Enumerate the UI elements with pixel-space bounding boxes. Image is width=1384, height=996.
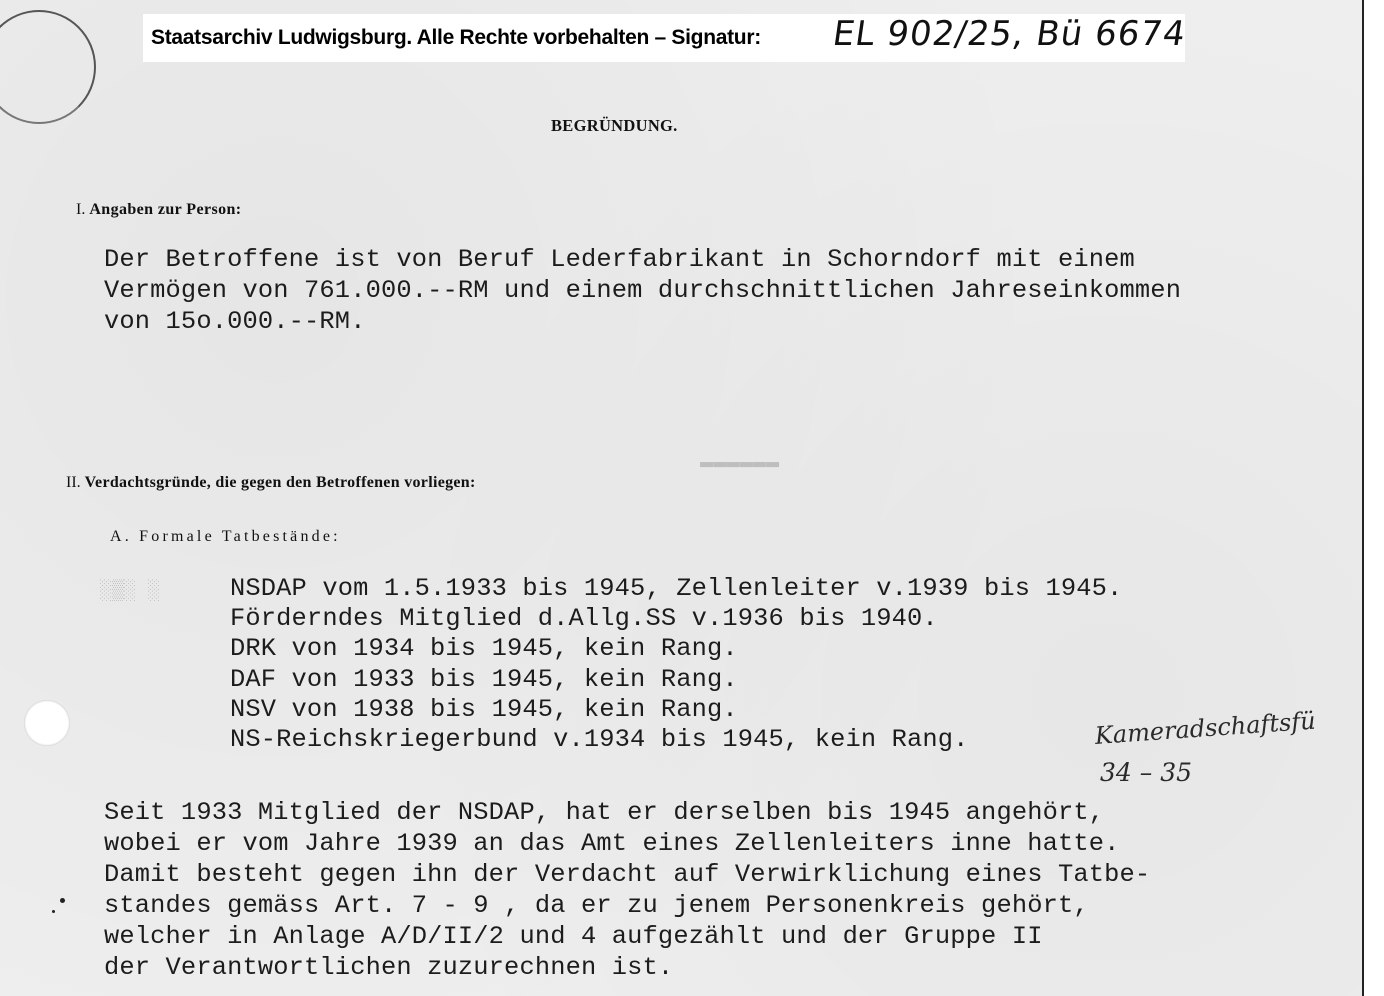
section-2-number: II.: [66, 474, 81, 491]
list-item: Förderndes Mitglied d.Allg.SS v.1936 bis 1940.: [230, 604, 938, 634]
section-1-text: [104, 244, 1181, 337]
text-line: von 15o.000.--RM.: [104, 307, 366, 336]
text-line: standes gemäss Art. 7 - 9 , da er zu jenem Personenkreis gehört,: [104, 891, 1089, 920]
list-item: NS-Reichskriegerbund v.1934 bis 1945, kein Rang.: [230, 725, 969, 755]
faint-bleedthrough: ▬▬▬▬▬▬: [700, 450, 780, 475]
text-line: Der Betroffene ist von Beruf Lederfabrikant in Schorndorf mit einem: [104, 245, 1135, 274]
text-line: Vermögen von 761.000.--RM und einem durchschnittlichen Jahreseinkommen: [104, 276, 1182, 305]
text-line: der Verantwortlichen zuzurechnen ist.: [104, 953, 674, 982]
handwritten-annotation: Kameradschaftsfü: [1094, 706, 1317, 750]
text-line: Damit besteht gegen ihn der Verdacht auf Verwirklichung eines Tatbe-: [104, 860, 1151, 889]
section-2a-subheading: A. Formale Tatbestände:: [110, 528, 341, 545]
scan-edge: [1362, 0, 1384, 996]
archive-rights-label: Staatsarchiv Ludwigsburg. Alle Rechte vorbehalten – Signatur:: [151, 26, 761, 49]
archive-signature-handwritten: EL 902/25, Bü 6674: [830, 14, 1189, 54]
scan-edge-line: [1362, 0, 1364, 996]
stamp-circle-mark: [0, 10, 96, 124]
archive-header-bar: [143, 14, 1189, 62]
faint-bleedthrough: ░▒░ ░: [100, 580, 161, 603]
margin-mark: [60, 898, 65, 903]
document-title: BEGRÜNDUNG.: [551, 116, 678, 135]
text-line: wobei er vom Jahre 1939 an das Amt eines Zellenleiters inne hatte.: [104, 829, 1120, 858]
list-item: NSV von 1938 bis 1945, kein Rang.: [230, 694, 738, 724]
list-item: NSDAP vom 1.5.1933 bis 1945, Zellenleiter v.1939 bis 1945.: [230, 574, 1123, 603]
margin-mark: [52, 910, 55, 913]
handwritten-annotation-years: 34 – 35: [1100, 758, 1193, 787]
section-2-paragraph: [104, 797, 1150, 983]
section-1-heading: [76, 201, 242, 219]
text-line: welcher in Anlage A/D/II/2 und 4 aufgezählt und der Gruppe II: [104, 922, 1043, 951]
section-1-number: I.: [76, 201, 86, 218]
section-2-title: Verdachtsgründe, die gegen den Betroffenen vorliegen:: [84, 474, 476, 491]
list-item: DAF von 1933 bis 1945, kein Rang.: [230, 664, 738, 694]
membership-list: [230, 574, 1122, 755]
punch-hole: [24, 700, 70, 746]
section-2-heading: [66, 474, 476, 492]
text-line: Seit 1933 Mitglied der NSDAP, hat er derselben bis 1945 angehört,: [104, 798, 1105, 827]
section-1-title: Angaben zur Person:: [89, 201, 242, 218]
list-item: DRK von 1934 bis 1945, kein Rang.: [230, 634, 738, 664]
